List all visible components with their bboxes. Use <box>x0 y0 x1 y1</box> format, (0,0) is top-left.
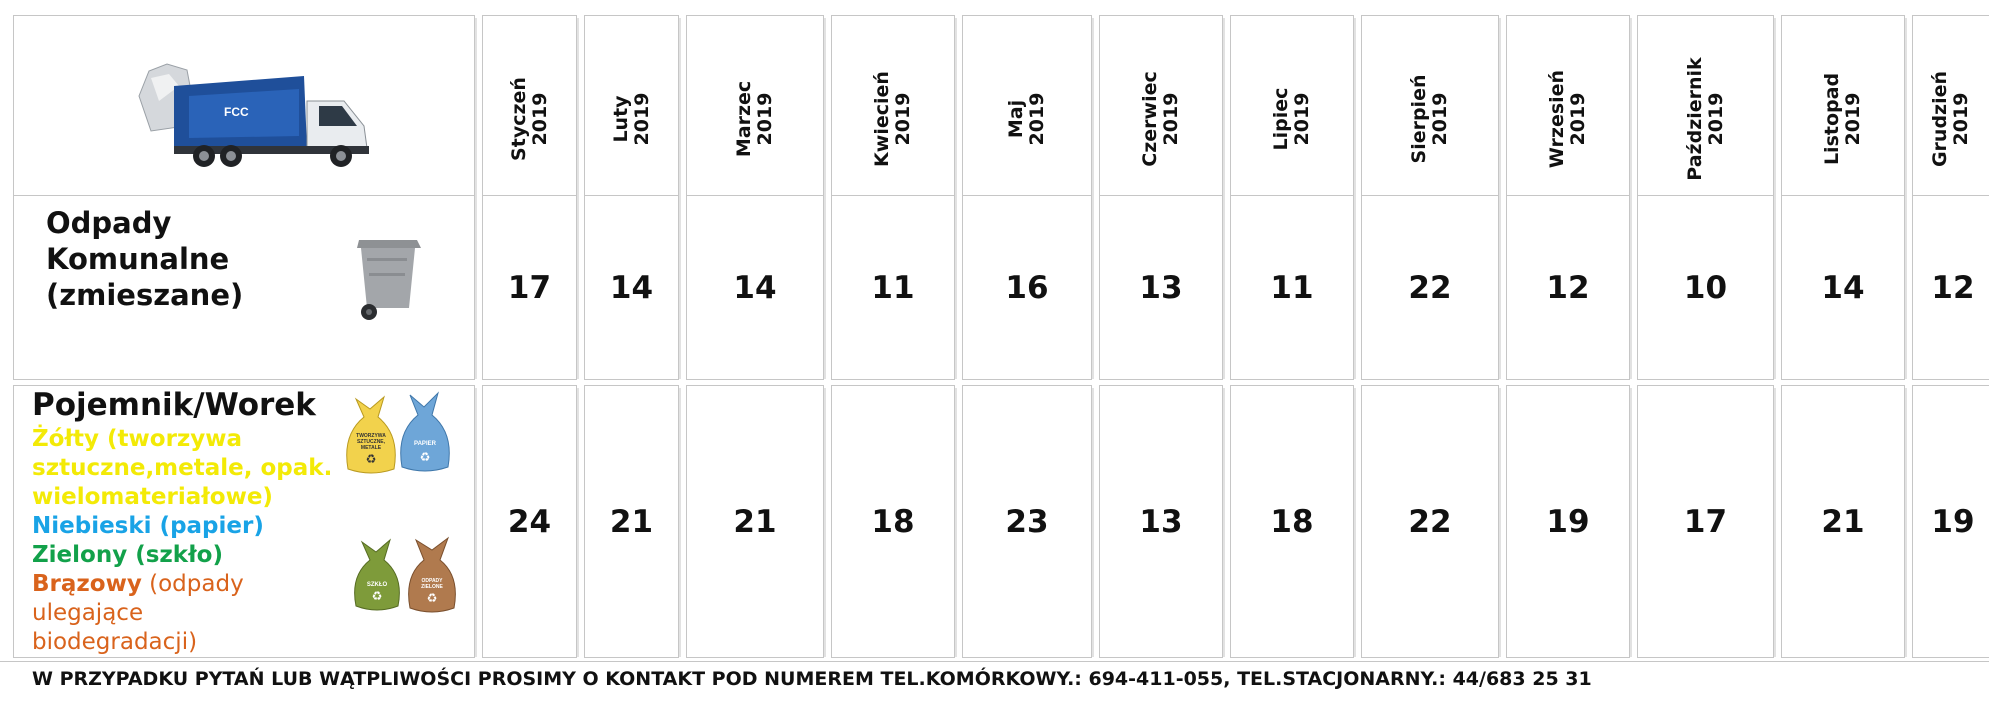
month-header-mar: Marzec 2019 <box>686 15 824 222</box>
segregated-value-may: 23 <box>962 385 1092 658</box>
mixed-value-aug: 22 <box>1361 195 1499 380</box>
svg-text:♻: ♻ <box>365 452 377 466</box>
header-truck-cell <box>13 15 475 222</box>
month-header-apr: Kwiecień 2019 <box>831 15 955 222</box>
segregated-value-nov: 21 <box>1781 385 1905 658</box>
segregated-title: Pojemnik/Worek <box>32 387 316 423</box>
svg-text:ZIELONE: ZIELONE <box>421 584 443 590</box>
segregated-value-oct: 17 <box>1637 385 1774 658</box>
month-header-jul: Lipiec 2019 <box>1230 15 1354 222</box>
month-header-nov: Listopad 2019 <box>1781 15 1905 222</box>
truck-logo: FCC <box>224 105 249 119</box>
contact-footer: W PRZYPADKU PYTAŃ LUB WĄTPLIWOŚCI PROSIMY O KONTAKT POD NUMEREM TEL.KOMÓRKOWY.: 694-411-055, TEL.STACJONARNY.: 44/683 25 31 <box>32 668 1592 690</box>
grey-bin-icon <box>349 228 429 323</box>
segregated-value-dec: 19 <box>1912 385 1989 658</box>
svg-text:♻: ♻ <box>419 450 431 464</box>
month-header-dec: Grudzień 2019 <box>1912 15 1989 222</box>
svg-text:METALE: METALE <box>360 445 382 451</box>
mixed-value-mar: 14 <box>686 195 824 380</box>
mixed-value-dec: 12 <box>1912 195 1989 380</box>
segregated-value-aug: 22 <box>1361 385 1499 658</box>
month-header-aug: Sierpień 2019 <box>1361 15 1499 222</box>
svg-text:♻: ♻ <box>426 591 438 605</box>
green-bag-label: SZKŁO <box>366 582 388 588</box>
brown-bag-label: ODPADY <box>421 578 443 584</box>
month-header-may: Maj 2019 <box>962 15 1092 222</box>
brown-bag-icon <box>400 530 464 616</box>
legend-brown <box>32 570 272 657</box>
segregated-value-jan: 24 <box>482 385 577 658</box>
legend-yellow: Żółty (tworzywa sztuczne,metale, opak. wielomateriałowe) <box>32 426 333 510</box>
month-header-feb: Luty 2019 <box>584 15 679 222</box>
month-header-oct: Październik 2019 <box>1637 15 1774 222</box>
month-header-jan: Styczeń 2019 <box>482 15 577 222</box>
segregated-legend <box>32 425 362 657</box>
segregated-value-apr: 18 <box>831 385 955 658</box>
mixed-value-nov: 14 <box>1781 195 1905 380</box>
legend-brown-desc: (odpady ulegające biodegradacji) <box>32 571 244 655</box>
yellow-bag-label: TWORZYWA <box>356 433 386 439</box>
segregated-value-sep: 19 <box>1506 385 1630 658</box>
garbage-truck-image <box>129 56 379 176</box>
segregated-value-jun: 13 <box>1099 385 1223 658</box>
mixed-value-jul: 11 <box>1230 195 1354 380</box>
footer-divider <box>0 661 1989 662</box>
mixed-value-feb: 14 <box>584 195 679 380</box>
legend-brown-name: Brązowy <box>32 571 142 597</box>
segregated-value-feb: 21 <box>584 385 679 658</box>
blue-bag-icon <box>392 385 458 475</box>
segregated-value-jul: 18 <box>1230 385 1354 658</box>
mixed-value-apr: 11 <box>831 195 955 380</box>
green-bag-icon <box>346 532 408 614</box>
blue-bag-label: PAPIER <box>414 441 436 447</box>
segregated-value-mar: 21 <box>686 385 824 658</box>
mixed-value-sep: 12 <box>1506 195 1630 380</box>
legend-blue: Niebieski (papier) <box>32 513 264 539</box>
svg-text:SZTUCZNE,: SZTUCZNE, <box>356 439 386 445</box>
mixed-value-may: 16 <box>962 195 1092 380</box>
mixed-value-jun: 13 <box>1099 195 1223 380</box>
mixed-waste-title: Odpady Komunalne (zmieszane) <box>46 206 244 312</box>
month-header-sep: Wrzesień 2019 <box>1506 15 1630 222</box>
row-label-mixed <box>13 195 475 380</box>
legend-green: Zielony (szkło) <box>32 542 223 568</box>
month-header-jun: Czerwiec 2019 <box>1099 15 1223 222</box>
svg-text:♻: ♻ <box>371 589 383 603</box>
mixed-value-jan: 17 <box>482 195 577 380</box>
mixed-value-oct: 10 <box>1637 195 1774 380</box>
